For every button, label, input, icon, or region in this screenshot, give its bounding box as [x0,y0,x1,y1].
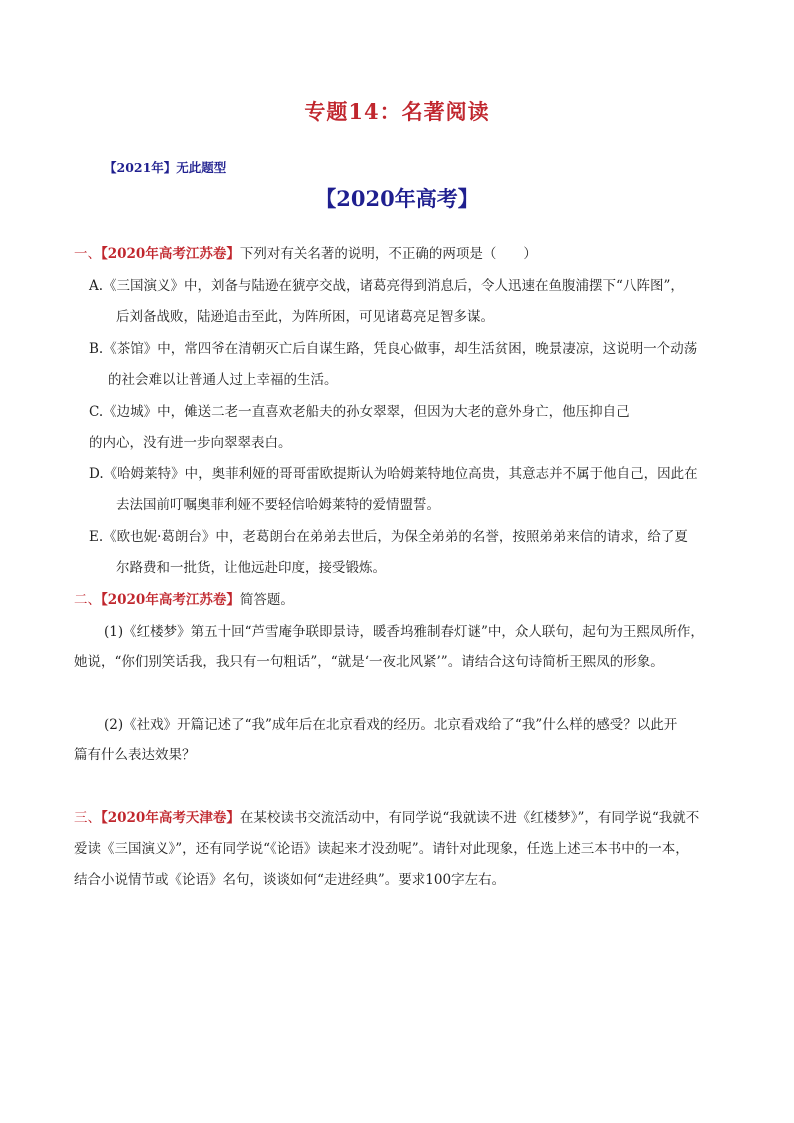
question-1-stem [74,244,537,264]
option-a-line-1: A.《三国演义》中，刘备与陆逊在猇亭交战，诸葛亮得到消息后，令人迅速在鱼腹浦摆下“八阵图”， [89,278,684,294]
question-3-number: 三、 [74,810,101,826]
question-2-number: 二、 [74,592,101,608]
sub-question-1-line-2: 她说，“你们别笑话我，我只有一句粗话”，“就是‘一夜北风紧’”。请结合这句诗简析王熙凤的形象。 [74,654,664,670]
page-title: 专题14：名著阅读 [304,99,490,124]
option-b-line-2: 的社会难以让普通人过上幸福的生活。 [108,372,338,388]
sub-question-2-line-1: (2)《社戏》开篇记述了“我”成年后在北京看戏的经历。北京看戏给了“我”什么样的感受？以此开 [104,717,678,733]
question-2-source: 【2020年高考江苏卷】 [101,592,240,608]
section-heading: 【2020年高考】 [315,186,479,211]
question-2-stem [74,590,294,610]
option-c-line-2: 的内心，没有进一步向翠翠表白。 [89,435,292,451]
question-1-number: 一、 [74,246,101,262]
question-3-stem [74,808,699,828]
question-2-text: 简答题。 [239,592,294,608]
option-e-line-1: E.《欧也妮·葛朗台》中，老葛朗台在弟弟去世后，为保全弟弟的名誉，按照弟弟来信的请求，给了夏 [89,529,688,545]
option-d-line-2: 去法国前叮嘱奥菲利娅不要轻信哈姆莱特的爱情盟誓。 [116,497,440,513]
sub-question-2-line-2: 篇有什么表达效果？ [74,747,196,763]
option-c-line-1: C.《边城》中，傩送二老一直喜欢老船夫的孙女翠翠，但因为大老的意外身亡，他压抑自己 [89,404,630,420]
question-3-line-3: 结合小说情节或《论语》名句，谈谈如何“走进经典”。要求100字左右。 [74,872,506,888]
question-1-text: 下列对有关名著的说明，不正确的两项是（ ） [239,246,537,262]
option-d-line-1: D.《哈姆莱特》中，奥菲利娅的哥哥雷欧提斯认为哈姆莱特地位高贵，其意志并不属于他自己，因此在 [89,466,698,482]
question-3-text: 在某校读书交流活动中，有同学说“我就读不进《红楼梦》”，有同学说“我就不 [239,810,700,826]
option-a-line-2: 后刘备战败，陆逊追击至此，为阵所困，可见诸葛亮足智多谋。 [116,309,494,325]
question-3-source: 【2020年高考天津卷】 [101,810,240,826]
question-3-line-2: 爱读《三国演义》”，还有同学说“《论语》读起来才没劲呢”。请针对此现象，任选上述三本书中的一本， [74,841,689,857]
sub-question-1-line-1: (1)《红楼梦》第五十回“芦雪庵争联即景诗，暖香坞雅制春灯谜”中，众人联句，起句为王熙凤所作， [104,624,704,640]
question-1-source: 【2020年高考江苏卷】 [101,246,240,262]
option-b-line-1: B.《茶馆》中，常四爷在清朝灭亡后自谋生路，凭良心做事，却生活贫困，晚景凄凉，这说明一个动荡 [89,341,698,357]
year-note: 【2021年】无此题型 [104,160,227,175]
option-e-line-2: 尔路费和一批货，让他远赴印度，接受锻炼。 [116,560,386,576]
